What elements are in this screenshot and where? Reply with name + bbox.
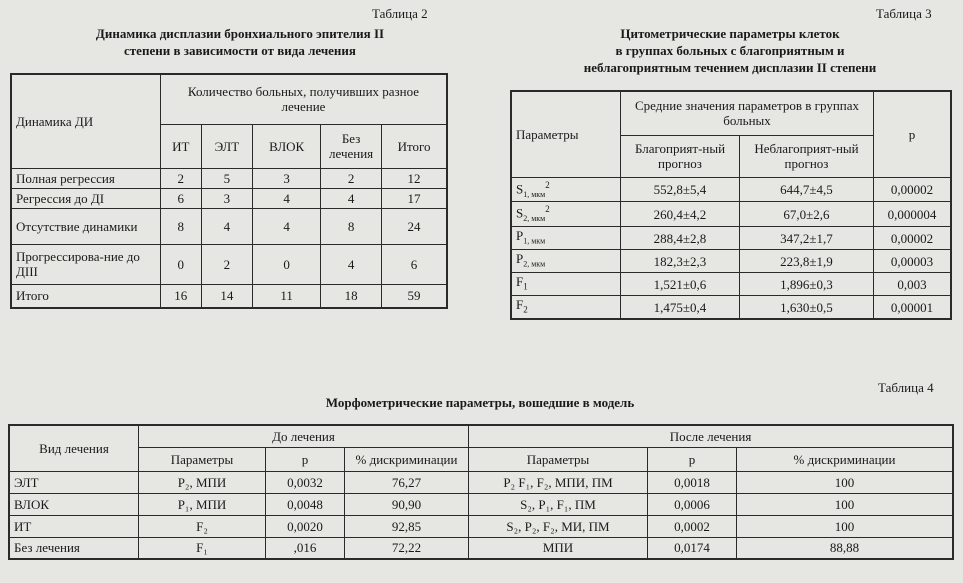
t4-header-type: Вид лечения	[9, 425, 139, 471]
table-row: ИТ F₂ 0,0020 92,85 S₂, P₂, F₂, МИ, ПМ 0,0002 100	[9, 515, 953, 537]
table-row: ВЛОК P₁, МПИ 0,0048 90,90 S₂, P₁, F₁, ПМ 0,0006 100	[9, 493, 953, 515]
t3-header-means: Средние значения параметров в группах больных	[621, 91, 874, 135]
t4-header-before: До лечения	[139, 425, 469, 447]
table-row: Регрессия до ДI 6 3 4 4 17	[11, 188, 447, 208]
table-row: Отсутствие динамики 8 4 4 8 24	[11, 208, 447, 244]
table3-number: Таблица 3	[876, 6, 932, 21]
t4-header-params: Параметры	[139, 447, 266, 471]
table-row: $P_{1, мкм}$ 288,4±2,8 347,2±1,7 0,00002	[511, 227, 951, 250]
table2-number: Таблица 2	[372, 6, 428, 21]
table-row: Итого 16 14 11 18 59	[11, 284, 447, 308]
table-row: $F_2$ 1,475±0,4 1,630±0,5 0,00001	[511, 296, 951, 319]
table3	[510, 90, 952, 320]
table-row: $F_1$ 1,521±0,6 1,896±0,3 0,003	[511, 273, 951, 296]
t2-header-count: Количество больных, получивших разное лечение	[161, 74, 448, 124]
t4-header-p: р	[266, 447, 345, 471]
table-row: $S_{1, мкм}^2$ 552,8±5,4 644,7±4,5 0,00002	[511, 177, 951, 202]
t4-header-disc: % дискриминации	[737, 447, 954, 471]
table-row: $P_{2, мкм}$ 182,3±2,3 223,8±1,9 0,00003	[511, 250, 951, 273]
table4	[8, 424, 954, 560]
t3-header-params: Параметры	[511, 91, 621, 177]
table4-number: Таблица 4	[878, 380, 934, 395]
t2-header-dynamics: Динамика ДИ	[11, 74, 161, 168]
table-row: ЭЛТ P₂, МПИ 0,0032 76,27 P₂ F₁, F₂, МПИ, ПМ 0,0018 100	[9, 471, 953, 493]
t2-col-header: Итого	[382, 124, 447, 168]
t3-header-p: р	[874, 91, 952, 177]
t2-col-header: ИТ	[161, 124, 202, 168]
table-row: Без лечения F₁ ,016 72,22 МПИ 0,0174 88,88	[9, 537, 953, 559]
table-row: $S_{2, мкм}^2$ 260,4±4,2 67,0±2,6 0,000004	[511, 202, 951, 227]
table-row: Прогрессирова-ние до ДIII 0 2 0 4 6	[11, 244, 447, 284]
table2-caption: Динамика дисплазии бронхиального эпителия II степени в зависимости от вида лечения	[95, 26, 385, 58]
t2-col-header: Без лечения	[321, 124, 382, 168]
table2	[10, 73, 448, 309]
t4-header-after: После лечения	[469, 425, 954, 447]
table3-caption: Цитометрические параметры клеток в группах больных с благоприятным и неблагоприятным течением дисплазии II степени	[583, 26, 877, 75]
t4-header-p: р	[648, 447, 737, 471]
t3-header-bad: Неблагоприят-ный прогноз	[740, 135, 874, 177]
t4-header-params: Параметры	[469, 447, 648, 471]
t3-header-good: Благоприят-ный прогноз	[621, 135, 740, 177]
table4-caption: Морфометрические параметры, вошедшие в модель	[325, 395, 635, 410]
table-row: Полная регрессия 2 5 3 2 12	[11, 168, 447, 188]
t2-col-header: ЭЛТ	[201, 124, 253, 168]
t2-col-header: ВЛОК	[253, 124, 321, 168]
t4-header-disc: % дискриминации	[345, 447, 469, 471]
